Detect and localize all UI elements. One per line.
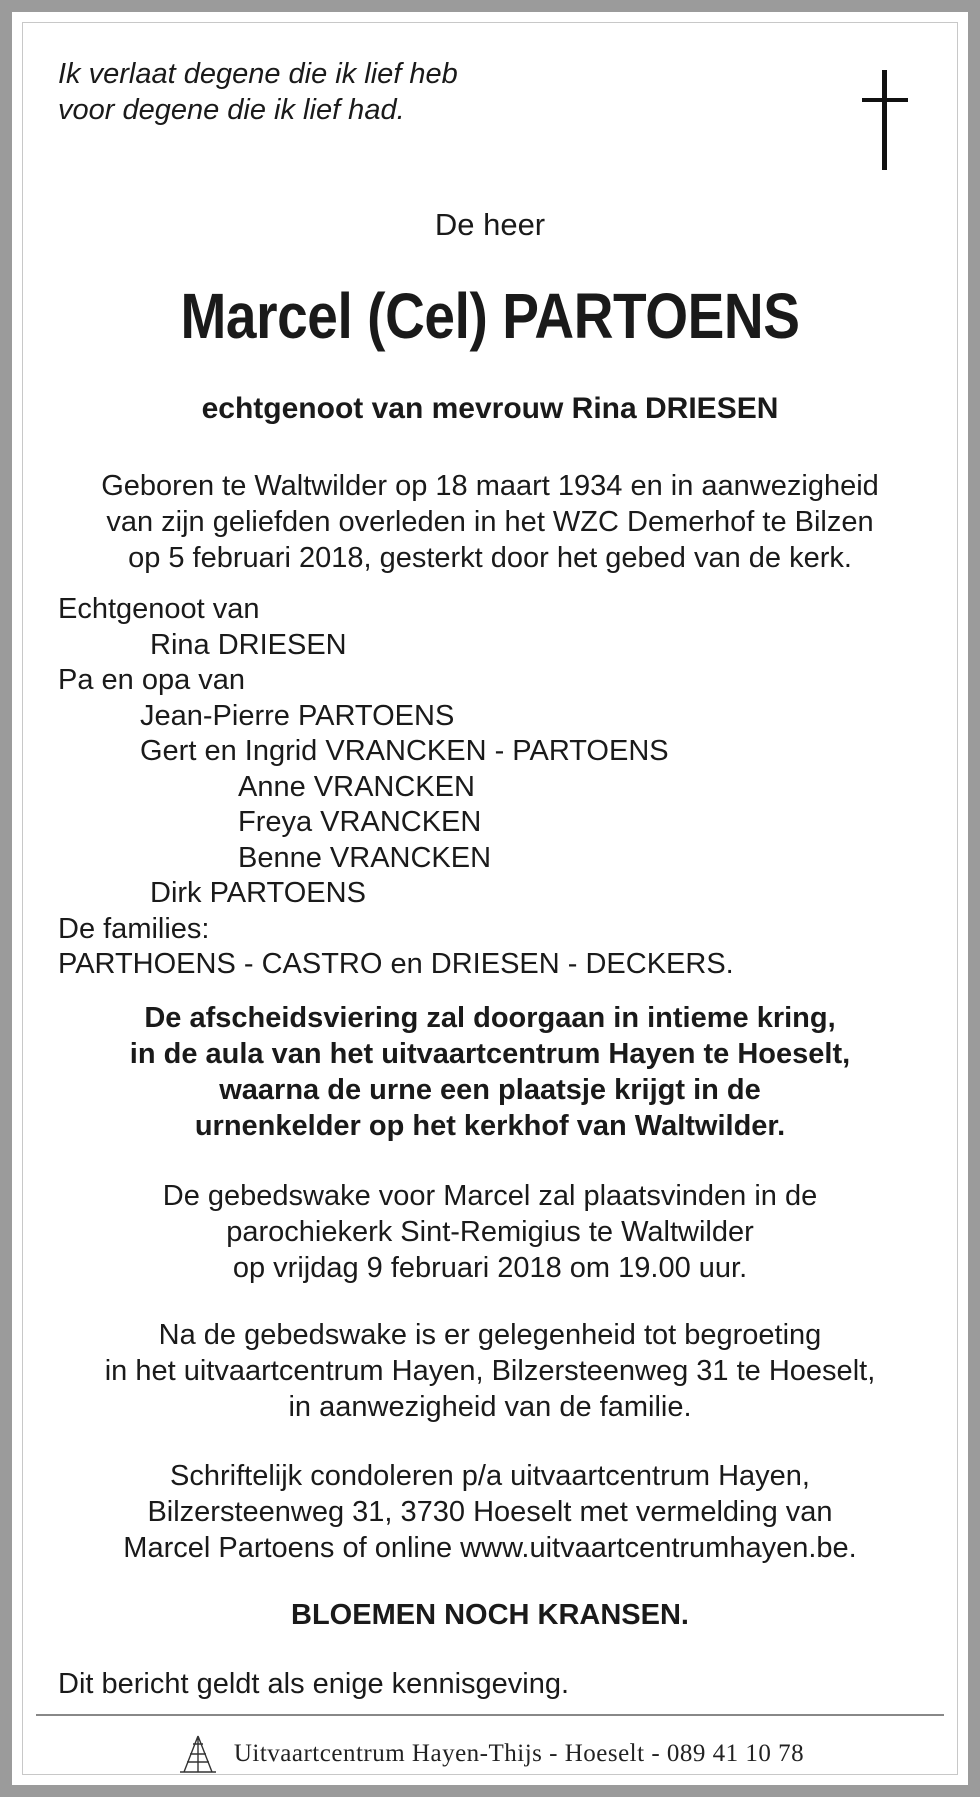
paragraph-line: waarna de urne een plaatsje krijgt in de [219, 1074, 761, 1106]
paragraph-line: Schriftelijk condoleren p/a uitvaartcentrum Hayen, [170, 1460, 810, 1492]
paragraph-line: op 5 februari 2018, gesterkt door het gebed van de kerk. [128, 542, 852, 574]
paragraph-line: De afscheidsviering zal doorgaan in intieme kring, [144, 1002, 836, 1034]
child-name: Dirk PARTOENS [150, 877, 366, 909]
deceased-name: Marcel (Cel) PARTOENS [180, 280, 800, 352]
condolences-paragraph [12, 1458, 968, 1566]
paragraph-line: van zijn geliefden overleden in het WZC Demerhof te Bilzen [106, 506, 874, 538]
spouse-line: echtgenoot van mevrouw Rina DRIESEN [201, 392, 779, 425]
birth-death-paragraph [12, 468, 968, 576]
spouse-heading: Echtgenoot van [58, 593, 260, 625]
child-name: Jean-Pierre PARTOENS [140, 699, 455, 732]
families-names: PARTHOENS - CASTRO en DRIESEN - DECKERS. [58, 948, 734, 980]
funeral-home-logo-icon [176, 1732, 220, 1776]
motto-line: Ik verlaat degene die ik lief heb [58, 58, 458, 90]
paragraph-line: in de aula van het uitvaartcentrum Hayen te Hoeselt, [129, 1038, 851, 1070]
spouse-name: Rina DRIESEN [150, 628, 347, 661]
footer [12, 1732, 968, 1776]
family-list [58, 592, 734, 983]
title-prefix: De heer [434, 207, 546, 242]
prayer-vigil-paragraph [12, 1178, 968, 1286]
paragraph-line: in het uitvaartcentrum Hayen, Bilzersteenweg 31 te Hoeselt, [104, 1355, 876, 1387]
cross-icon [862, 70, 906, 170]
child-name: Gert en Ingrid VRANCKEN - PARTOENS [140, 735, 669, 767]
paragraph-line: Marcel Partoens of online www.uitvaartcentrumhayen.be. [123, 1532, 857, 1564]
announcement-notice: Dit bericht geldt als enige kennisgeving. [58, 1668, 570, 1700]
paragraph-line: Geboren te Waltwilder op 18 maart 1934 en in aanwezigheid [101, 470, 879, 502]
paragraph-line: De gebedswake voor Marcel zal plaatsvinden in de [162, 1180, 818, 1212]
grandchild-name: Benne VRANCKEN [238, 841, 492, 874]
paragraph-line: urnenkelder op het kerkhof van Waltwilder. [194, 1110, 786, 1142]
footer-divider [36, 1714, 944, 1716]
grandchild-name: Anne VRANCKEN [238, 770, 475, 803]
footer-text: Uitvaartcentrum Hayen-Thijs - Hoeselt - 089 41 10 78 [233, 1740, 805, 1767]
paragraph-line: Na de gebedswake is er gelegenheid tot begroeting [158, 1319, 822, 1351]
ceremony-paragraph [12, 1000, 968, 1144]
children-heading: Pa en opa van [58, 664, 246, 696]
paragraph-line: parochiekerk Sint-Remigius te Waltwilder [226, 1216, 754, 1248]
paragraph-line: in aanwezigheid van de familie. [288, 1391, 692, 1423]
paragraph-line: Bilzersteenweg 31, 3730 Hoeselt met vermelding van [147, 1496, 833, 1528]
motto-line: voor degene die ik lief had. [58, 94, 405, 126]
greeting-paragraph [12, 1317, 968, 1425]
paragraph-line: op vrijdag 9 februari 2018 om 19.00 uur. [232, 1252, 748, 1284]
grandchild-name: Freya VRANCKEN [238, 806, 482, 838]
motto [58, 56, 458, 128]
families-heading: De families: [58, 912, 210, 945]
flowers-notice: BLOEMEN NOCH KRANSEN. [291, 1599, 689, 1631]
